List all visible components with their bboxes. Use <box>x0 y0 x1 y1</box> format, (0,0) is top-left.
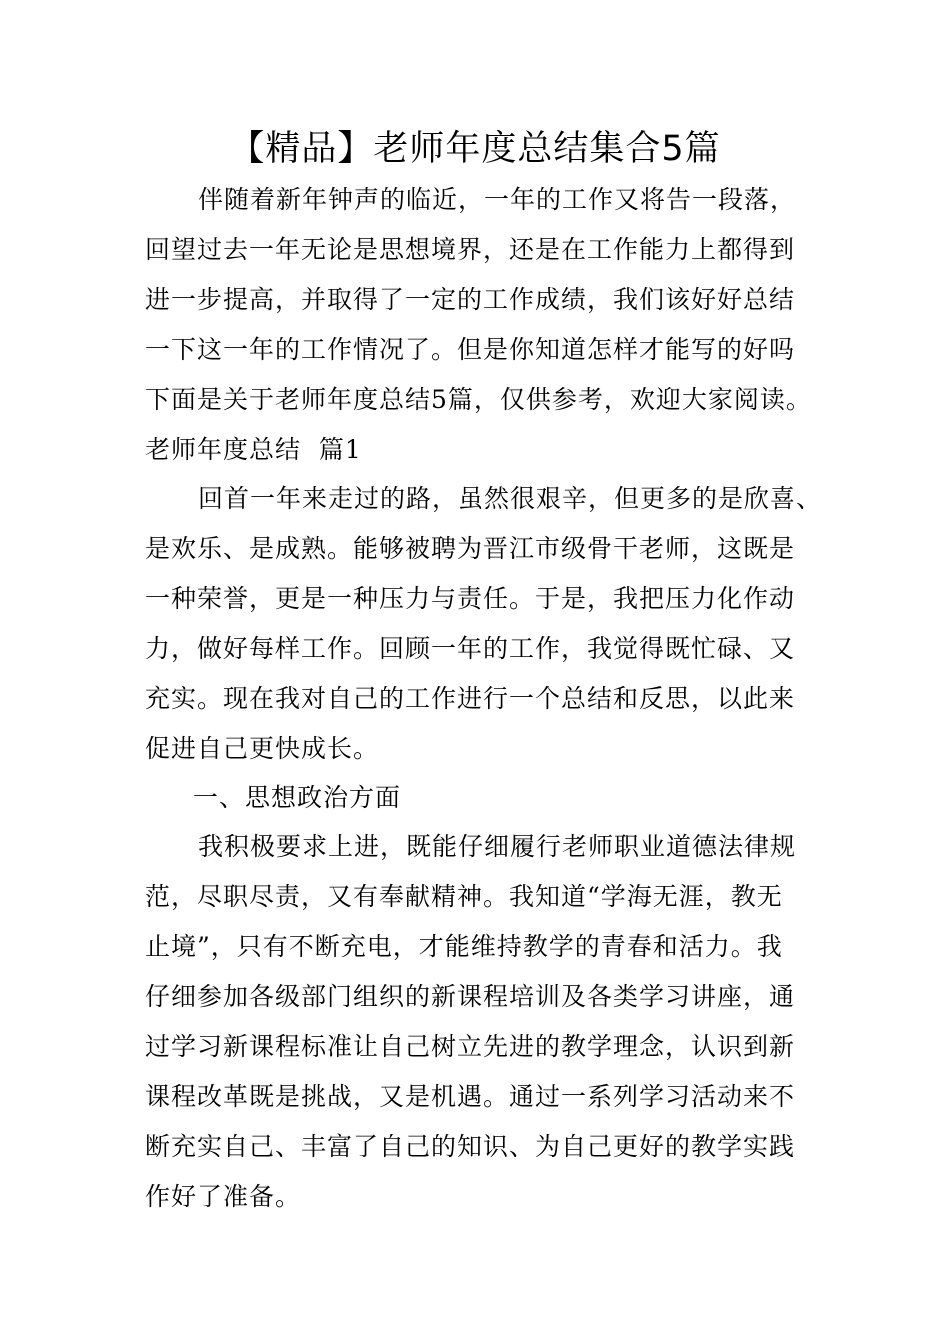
text-line: 促进自己更快成长。 <box>145 734 380 763</box>
text-line: 断充实自己、丰富了自己的知识、为自己更好的教学实践 <box>145 1132 796 1161</box>
text-line: 伴随着新年钟声的临近，一年的工作又将告一段落， <box>198 185 797 214</box>
section-heading: 老师年度总结 篇1 <box>145 435 362 464</box>
text-line: 回首一年来走过的路，虽然很艰辛，但更多的是欣喜、 <box>198 484 823 513</box>
text-line: 仔细参加各级部门组织的新课程培训及各类学习讲座，通 <box>145 982 796 1011</box>
text-line: 充实。现在我对自己的工作进行一个总结和反思，以此来 <box>145 684 796 713</box>
text-line: 进一步提高，并取得了一定的工作成绩，我们该好好总结 <box>145 285 796 314</box>
document-title: 【精品】老师年度总结集合5篇 <box>229 129 721 169</box>
text-line: 回望过去一年无论是思想境界，还是在工作能力上都得到 <box>145 235 796 264</box>
intro-paragraph <box>145 175 810 475</box>
text-line: 作好了准备。 <box>145 1182 302 1211</box>
text-line: 力，做好每样工作。回顾一年的工作，我觉得既忙碌、又 <box>145 634 796 663</box>
text-line: 一下这一年的工作情况了。但是你知道怎样才能写的好吗 <box>145 335 796 364</box>
text-line: 下面是关于老师年度总结5篇，仅供参考，欢迎大家阅读。 <box>145 385 812 414</box>
paragraph-1 <box>145 474 823 774</box>
text-line: 课程改革既是挑战，又是机遇。通过一系列学习活动来不 <box>145 1082 796 1111</box>
subheading-block <box>145 773 810 823</box>
text-line: 止境”，只有不断充电，才能维持教学的青春和活力。我 <box>145 932 783 961</box>
text-line: 我积极要求上进，既能仔细履行老师职业道德法律规 <box>198 832 797 861</box>
text-line: 是欢乐、是成熟。能够被聘为晋江市级骨干老师，这既是 <box>145 534 796 563</box>
text-line: 过学习新课程标准让自己树立先进的教学理念，认识到新 <box>145 1032 796 1061</box>
text-line: 范，尽职尽责，又有奉献精神。我知道“学海无涯，教无 <box>145 882 783 911</box>
paragraph-2 <box>145 822 810 1222</box>
subheading: 一、思想政治方面 <box>193 783 402 812</box>
text-line: 一种荣誉，更是一种压力与责任。于是，我把压力化作动 <box>145 584 796 613</box>
